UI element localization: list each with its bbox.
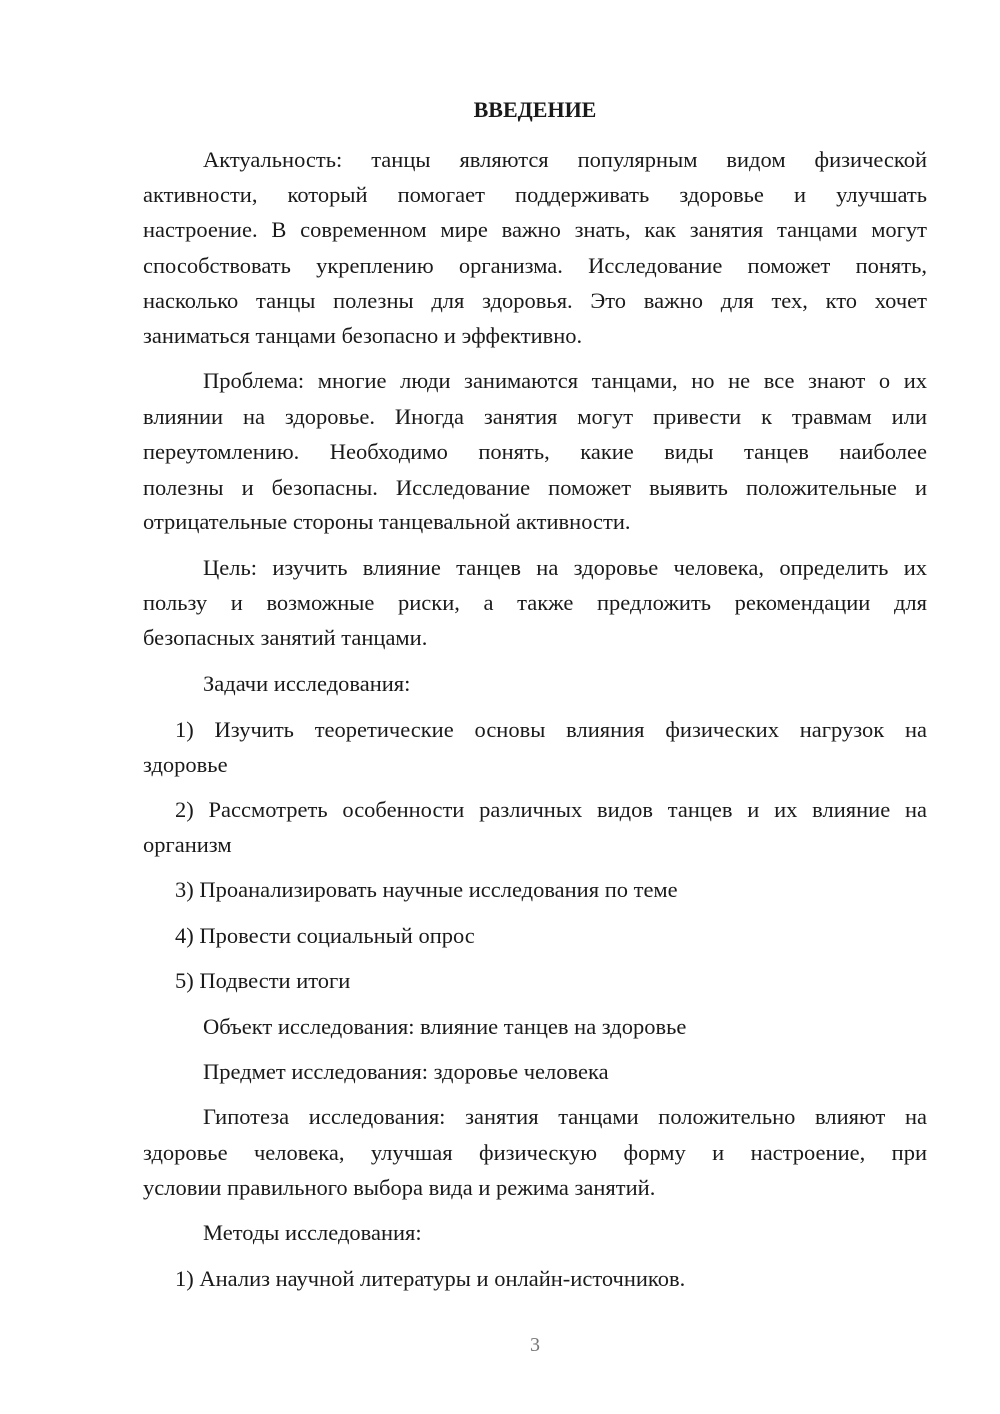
task-item: организм [143,832,232,857]
problem-line: полезны и безопасны. Исследование поможет выявить положительные и [143,475,927,500]
relevance-line: активности, который помогает поддерживать здоровье и улучшать [143,182,927,207]
relevance-line: насколько танцы полезны для здоровья. Это важно для тех, кто хочет [143,288,927,313]
task-item: 5) Подвести итоги [175,968,351,993]
tasks-heading: Задачи исследования: [203,671,411,696]
method-item: 1) Анализ научной литературы и онлайн-источников. [175,1266,686,1291]
relevance-line: способствовать укреплению организма. Исследование поможет понять, [143,253,927,278]
relevance-line: заниматься танцами безопасно и эффективно. [143,323,583,348]
problem-line: отрицательные стороны танцевальной активности. [143,509,631,534]
hypothesis-line: здоровье человека, улучшая физическую форму и настроение, при [143,1140,927,1165]
task-item: 1) Изучить теоретические основы влияния физических нагрузок на [175,717,927,742]
goal-line: пользу и возможные риски, а также предложить рекомендации для [143,590,927,615]
page-number: 3 [530,1334,540,1356]
section-title: ВВЕДЕНИЕ [473,97,597,122]
hypothesis-line: Гипотеза исследования: занятия танцами положительно влияют на [203,1104,927,1129]
goal-line: безопасных занятий танцами. [143,625,428,650]
problem-line: переутомлению. Необходимо понять, какие виды танцев наиболее [143,439,927,464]
task-item: 2) Рассмотреть особенности различных видов танцев и их влияние на [175,797,927,822]
problem-line: Проблема: многие люди занимаются танцами, но не все знают о их [203,368,927,393]
problem-line: влиянии на здоровье. Иногда занятия могут привести к травмам или [143,404,927,429]
methods-heading: Методы исследования: [203,1220,422,1245]
task-item: 3) Проанализировать научные исследования по теме [175,877,678,902]
task-item: здоровье [143,752,228,777]
research-subject: Предмет исследования: здоровье человека [203,1059,609,1084]
hypothesis-line: условии правильного выбора вида и режима занятий. [143,1175,656,1200]
research-object: Объект исследования: влияние танцев на здоровье [203,1014,687,1039]
relevance-line: настроение. В современном мире важно знать, как занятия танцами могут [143,217,927,242]
task-item: 4) Провести социальный опрос [175,923,475,948]
relevance-line: Актуальность: танцы являются популярным видом физической [203,147,927,172]
goal-line: Цель: изучить влияние танцев на здоровье человека, определить их [203,555,927,580]
